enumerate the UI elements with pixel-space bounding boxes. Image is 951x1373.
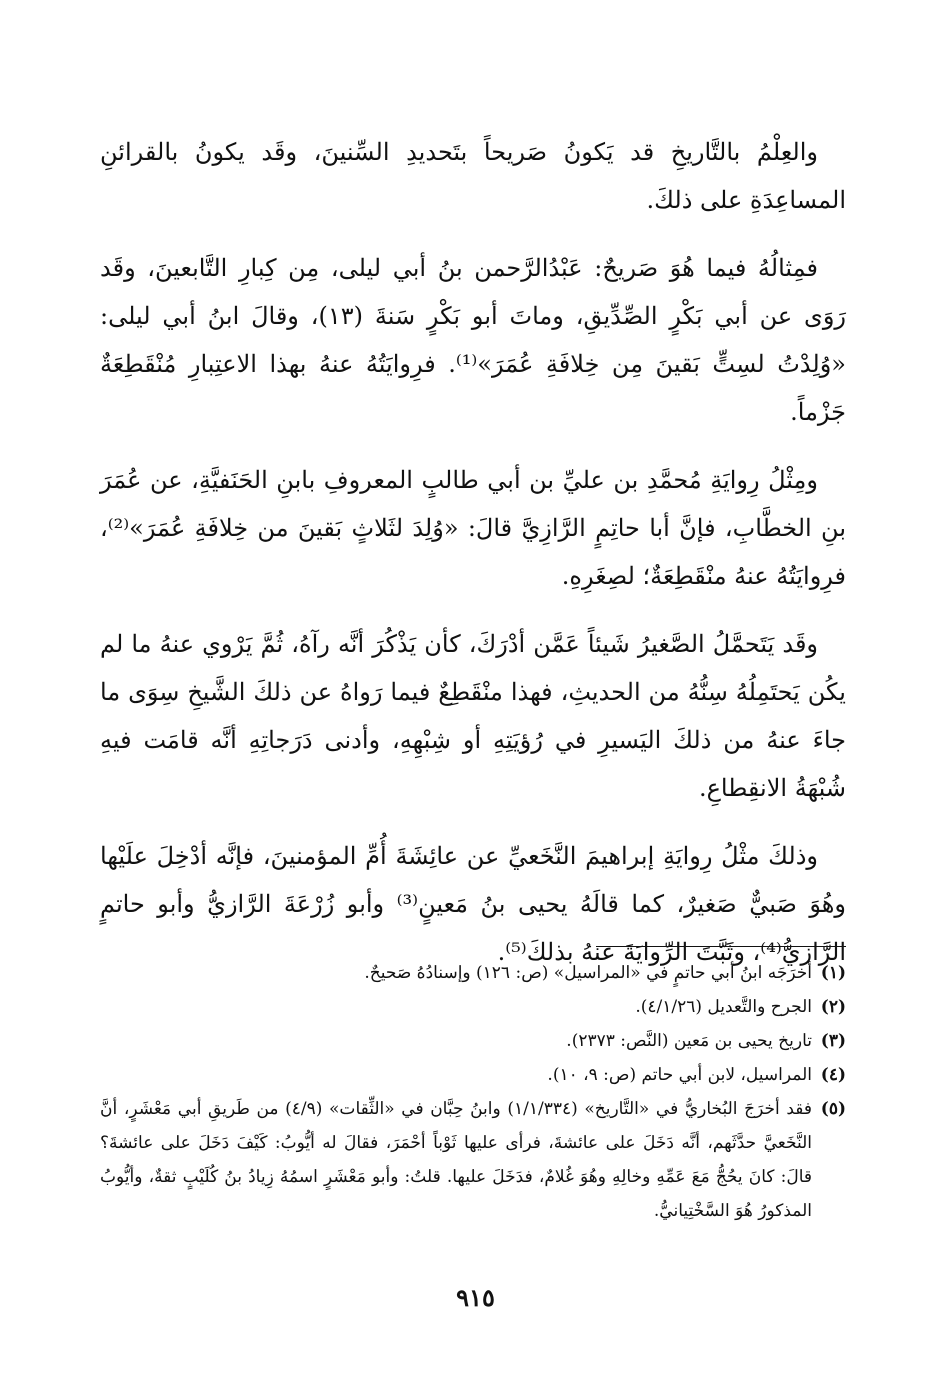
paragraph-3: ومِثْلُ رِوايَةِ مُحمَّدِ بن عليِّ بن أبي طالبٍ المعروفِ بابنِ الحَنَفيَّةِ، عن عُمَرَ بنِ الخطَّابِ، فإنَّ أبا حاتِمٍ الرَّازِيَّ قالَ: «وُلِدَ لثَلاثٍ بَقينَ من خِلافَةِ عُمَرَ»⁽²⁾، فرِوايَتُهُ عنهُ منْقَطِعَةٌ؛ لصِغَرِهِ. <box>100 466 846 590</box>
footnote-text: فقد أخرَجَ البُخاريُّ في «التَّاريخ» (١/١/٣٣٤) وابنُ حِبَّان في «الثِّقات» (٤/٩) من طَريقِ أبي مَعْشَرٍ، أنَّ النَّخَعيَّ حدَّثَهم، أنَّه دَخَلَ على عائشةَ، فرأى عليها ثَوْباً أحْمَرَ، فقالَ له أيُّوبُ: كَيْفَ دَخَلَ على عائشةَ؟ قالَ: كانَ يحُجُّ مَعَ عَمِّهِ وخالِهِ وهُوَ غُلامٌ، فدَخَلَ عليها. قلتُ: وأبو مَعْشَرٍ اسمُهُ زِيادُ بنُ كُلَيْبٍ ثقةٌ، وأيُّوبُ المذكورُ هُوَ السَّخْتِيانيُّ. <box>100 1099 812 1221</box>
footnote-number: (٤) <box>820 1065 846 1085</box>
footnote-number: (١) <box>820 963 846 983</box>
paragraph-1: والعِلْمُ بالتَّاريخِ قد يَكونُ صَريحاً بتَحديدِ السِّنينَ، وقَد يكونُ بالقرائنِ المساعِدَةِ على ذلكَ. <box>100 138 846 214</box>
footnote-2 <box>100 990 846 1024</box>
footnote-5 <box>100 1092 846 1228</box>
footnote-text: تاريخ يحيى بن مَعين (النَّص: ٢٣٧٣). <box>566 1031 812 1051</box>
footnote-number: (٢) <box>820 997 846 1017</box>
paragraph-4: وقَد يَتَحمَّلُ الصَّغيرُ شَيئاً عَمَّن أدْرَكَ، كأن يَذْكُرَ أنَّه رآهُ، ثُمَّ يَرْوي عنهُ ما لم يكُن يَحتَمِلُهُ سِنُّهُ من الحديثِ، فهذا منْقَطِعٌ فيما رَواهُ عن ذلكَ الشَّيخِ سِوَى ما جاءَ عنهُ من ذلكَ اليَسيرِ في رُؤيَتِهِ أو شِبْهِهِ، وأدنى دَرَجاتِهِ أنَّه قامَت فيهِ شُبْهَةُ الانقِطاعِ. <box>100 630 847 802</box>
page-number: ٩١٥ <box>456 1283 495 1312</box>
footnote-4 <box>100 1058 846 1092</box>
main-text <box>100 128 846 996</box>
footnote-1 <box>100 956 846 990</box>
footnote-text: المراسيل، لابن أبي حاتم (ص: ٩، ١٠). <box>547 1065 812 1085</box>
footnote-text: الجرح والتَّعديل (٤/١/٢٦). <box>635 997 812 1017</box>
footnote-separator <box>596 946 846 947</box>
footnote-number: (٥) <box>820 1099 846 1119</box>
paragraph-2: فمِثالُهُ فيما هُوَ صَريحٌ: عَبْدُالرَّحمن بنُ أبي ليلى، مِن كِبارِ التَّابعينَ، وقَد رَوَى عن أبي بَكْرٍ الصِّدِّيقِ، وماتَ أبو بَكْرٍ سَنةَ (١٣)، وقالَ ابنُ أبي ليلى: «وُلِدْتُ لسِتٍّ بَقينَ مِن خِلافَةِ عُمَرَ»⁽¹⁾. فرِوايَتُهُ عنهُ بهذا الاعتِبارِ مُنْقَطِعَةٌ جَزْماً. <box>100 254 846 426</box>
footnote-3 <box>100 1024 846 1058</box>
footnote-text: أخرَجَه ابنُ أبي حاتمٍ في «المراسيل» (ص: ١٢٦) وإسنادُهُ صَحيحٌ. <box>364 963 812 983</box>
paragraph-5: وذلكَ مثْلُ رِوايَةِ إبراهيمَ النَّخَعيِّ عن عائِشَةَ أُمِّ المؤمنينَ، فإنَّه أدْخِلَ علَيْها وهُوَ صَبيٌّ صَغيرٌ، كما قالَهُ يحيى بنُ مَعينٍ⁽³⁾ وأبو زُرْعَةَ الرَّازيُّ وأبو حاتمٍ الرَّازيُّ⁽⁴⁾، وثَبَّتَ الرِّوايَةَ عنهُ بذلكَ⁽⁵⁾. <box>100 842 846 966</box>
footnotes <box>100 956 846 1228</box>
footnote-number: (٣) <box>820 1031 846 1051</box>
